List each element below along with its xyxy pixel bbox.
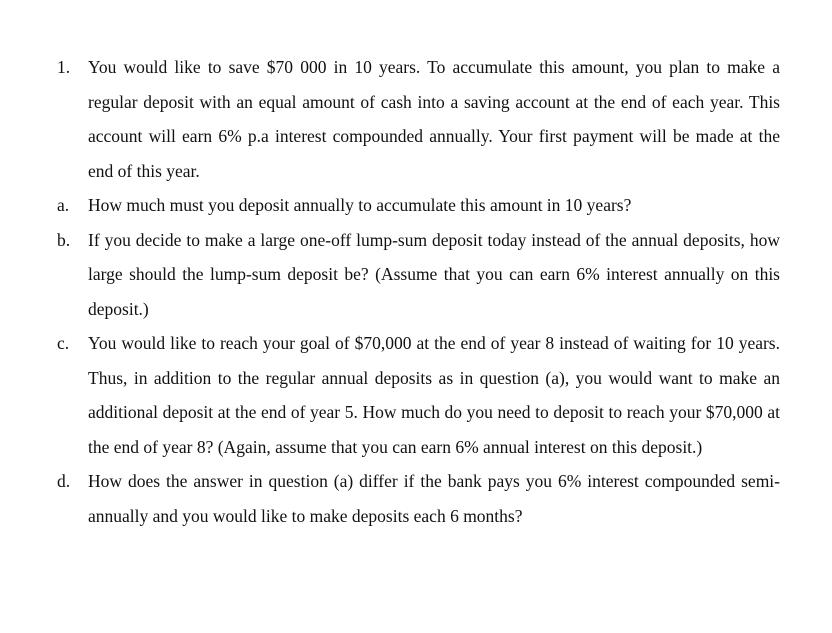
list-marker: b.	[57, 229, 71, 250]
question-1c	[0, 326, 832, 464]
question-text: How much must you deposit annually to accumulate this amount in 10 years?	[88, 195, 632, 215]
question-text: You would like to save $70 000 in 10 years. To accumulate this amount, you plan to make a regular deposit with an equal amount of cash into a saving account at the end of each year. This account will earn 6% p.a interest compounded annually. Your first payment will be made at the end of this year.	[88, 57, 780, 181]
question-1d	[0, 464, 832, 533]
question-1	[0, 50, 832, 188]
list-marker: c.	[57, 333, 70, 353]
question-text: You would like to reach your goal of $70,000 at the end of year 8 instead of waiting for 10 years. Thus, in addition to the regular annual deposits as in question (a), you would want to make an additional deposit at the end of year 5. How much do you need to deposit to reach your $70,000 at the end of year 8? (Again, assume that you can earn 6% annual interest on this deposit.)	[88, 333, 780, 457]
list-marker: a.	[57, 195, 70, 215]
document-body	[0, 50, 832, 533]
question-1b	[0, 223, 832, 327]
list-marker: 1.	[57, 57, 71, 77]
question-1a	[0, 188, 832, 223]
question-text: If you decide to make a large one-off lump-sum deposit today instead of the annual deposits, how large should the lump-sum deposit be? (Assume that you can earn 6% interest annually on this deposit.)	[88, 229, 780, 319]
list-marker: d.	[57, 471, 71, 491]
question-text: How does the answer in question (a) differ if the bank pays you 6% interest compounded semi-annually and you would like to make deposits each 6 months?	[88, 471, 780, 526]
